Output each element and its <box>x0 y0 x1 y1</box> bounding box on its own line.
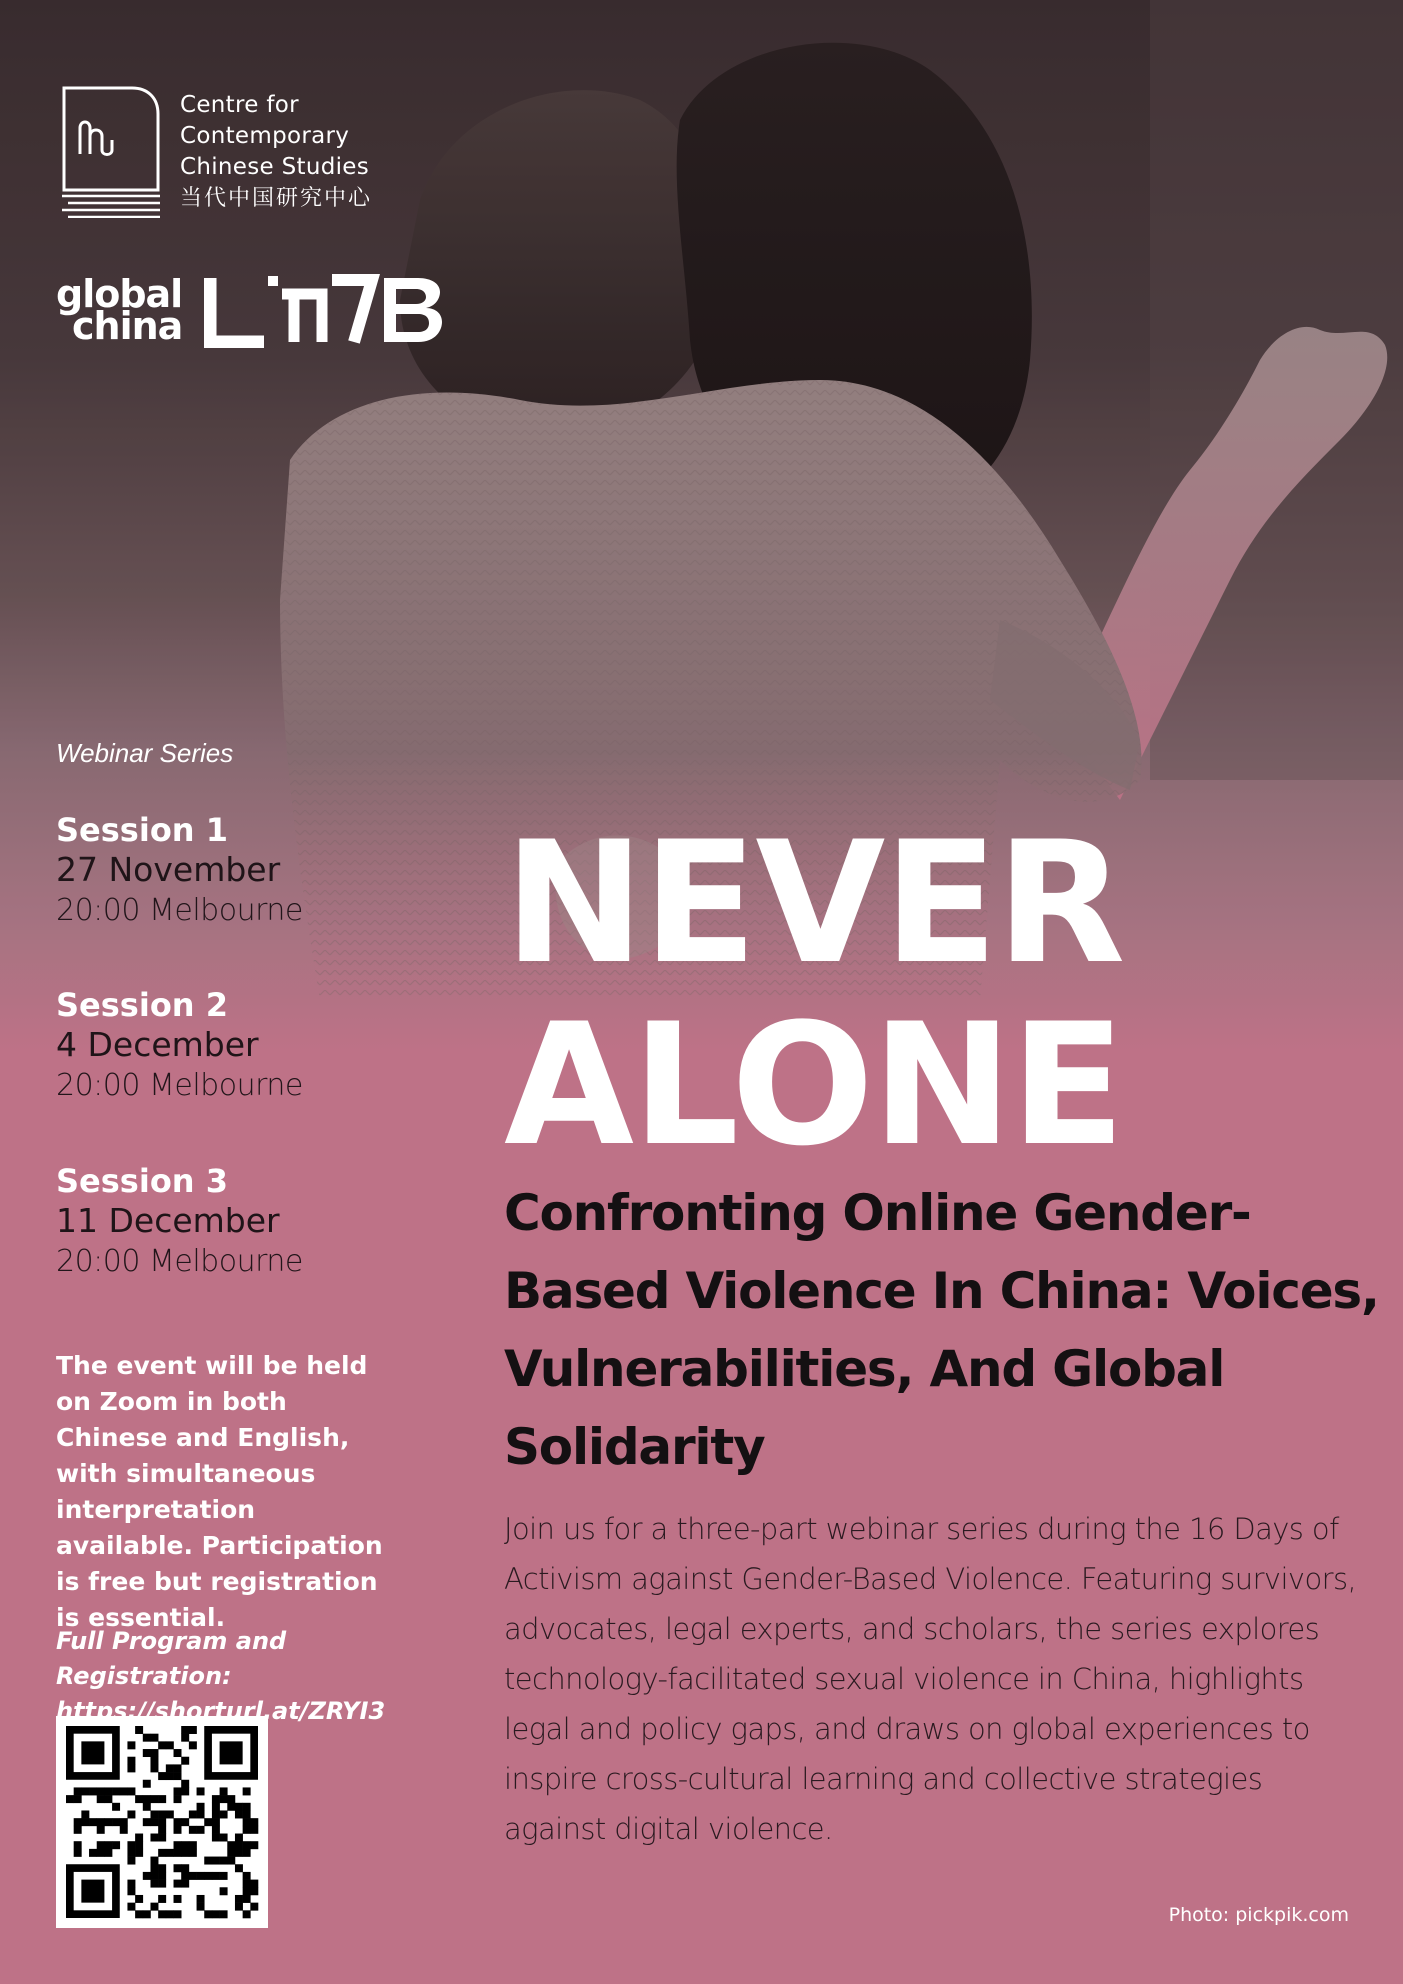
ccs-name <box>180 90 372 214</box>
gcl-word-china: china <box>72 304 183 348</box>
ccs-line2: Contemporary <box>180 123 350 149</box>
session-date: 27 November <box>56 850 281 889</box>
session-time: 20:00 Melbourne <box>56 1244 303 1279</box>
global-china-lab-logo <box>56 268 396 348</box>
session-title: Session 3 <box>56 1162 228 1200</box>
session-1 <box>56 810 416 932</box>
session-title: Session 2 <box>56 986 228 1024</box>
session-2 <box>56 985 416 1107</box>
session-title: Session 1 <box>56 811 228 849</box>
book-logo-icon <box>60 84 162 218</box>
session-time: 20:00 Melbourne <box>56 1068 303 1103</box>
series-label: Webinar Series <box>56 738 234 768</box>
subtitle: Confronting Online Gender-Based Violence In China: Voices, Vulnerabilities, And Global Solidarity <box>504 1184 1379 1476</box>
description: Join us for a three-part webinar series during the 16 Days of Activism against Gender-Based Violence. Featuring survivors, advocates, legal experts, and scholars, the series explores technology-facilitated sexual violence in China, highlights legal and policy gaps, and draws on global experiences to inspire cross-cultural learning and collective strategies against digital violence. <box>504 1512 1357 1846</box>
session-date: 11 December <box>56 1201 280 1240</box>
ccs-line1: Centre for <box>180 92 299 118</box>
registration-link[interactable]: https://shorturl.at/ZRYI3 <box>56 1697 386 1725</box>
gcl-lab-mark <box>204 272 454 348</box>
registration <box>56 1624 456 1729</box>
headline-line2: ALONE <box>504 987 1124 1183</box>
qr-code-icon[interactable] <box>56 1716 268 1928</box>
ccs-line3: Chinese Studies <box>180 154 370 180</box>
ccs-chinese: 当代中国研究中心 <box>180 186 373 211</box>
headline <box>504 805 1324 1183</box>
session-3 <box>56 1161 416 1283</box>
event-info: The event will be held on Zoom in both Chinese and English, with simultaneous interpretation available. Participation is free but registration is essential. <box>56 1351 383 1632</box>
registration-label: Full Program and Registration: <box>56 1627 287 1690</box>
headline-line1: NEVER <box>504 805 1124 1001</box>
photo-credit: Photo: pickpik.com <box>1168 1904 1349 1926</box>
session-time: 20:00 Melbourne <box>56 893 303 928</box>
session-date: 4 December <box>56 1025 259 1064</box>
gcl-word-global: global <box>56 272 183 316</box>
ccs-logo <box>60 84 420 224</box>
